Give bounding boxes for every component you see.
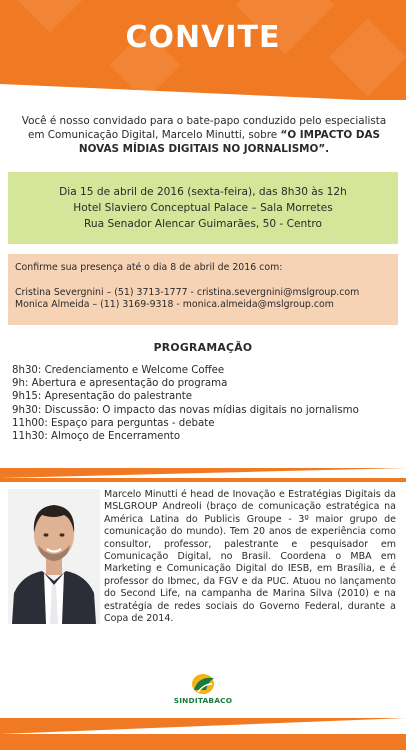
sinditabaco-logo — [168, 672, 238, 708]
speaker-portrait-icon — [8, 489, 100, 624]
event-details-box — [8, 172, 398, 244]
divider-diagonal — [0, 468, 406, 478]
header-banner — [0, 0, 406, 100]
page-title: CONVITE — [125, 20, 281, 55]
header-diagonal — [0, 84, 406, 100]
rsvp-contact-2: Monica Almeida – (11) 3169-9318 - monica.almeida@mslgroup.com — [15, 299, 334, 310]
program-item: 11h00: Espaço para perguntas - debate — [12, 417, 215, 429]
event-venue: Hotel Slaviero Conceptual Palace – Sala Morretes — [73, 202, 333, 214]
program-item: 9h30: Discussão: O impacto das novas mídias digitais no jornalismo — [12, 404, 359, 416]
event-date: Dia 15 de abril de 2016 (sexta-feira), das 8h30 às 12h — [59, 186, 347, 198]
program-title: PROGRAMAÇÃO — [153, 341, 253, 354]
speaker-photo — [8, 489, 100, 624]
program-item: 8h30: Credenciamento e Welcome Coffee — [12, 365, 225, 376]
rsvp-contact-1: Cristina Severgnini – (51) 3713-1777 - cristina.severgnini@mslgroup.com — [15, 286, 360, 298]
program-item: 9h: Abertura e apresentação do programa — [12, 378, 228, 390]
intro-paragraph — [14, 114, 394, 156]
event-address: Rua Senador Alencar Guimarães, 50 - Centro — [83, 218, 323, 230]
intro-quote: “O IMPACTO DAS NOVAS MÍDIAS DIGITAIS NO JORNALISMO”. — [78, 129, 381, 155]
program-item: 9h15: Apresentação do palestrante — [12, 391, 193, 403]
leaf-logo-icon — [168, 672, 238, 696]
logo-text: SINDITABACO — [173, 696, 233, 705]
speaker-bio: Marcelo Minutti é head de Inovação e Estratégias Digitais da MSLGROUP Andreoli (braço de comunicação estratégica na América Latina do Publicis Groupe - 3º maior grupo de comunicação do mundo). Tem 20 anos de experiência como consultor, professor, palestrante e pesquisador em Comunicação Digital, no Brasil. Coordena o MBA em Marketing e Comunicação Digital do IESB, em Brasília, e é professor do Ibmec, da FGV e da PUC. Atuou no lançamento do Second Life, na campanha de Marina Silva (2010) e na estratégia de redes sociais do Governo Federal, durante a Copa de 2014. — [104, 489, 396, 625]
rsvp-heading: Confirme sua presença até o dia 8 de abril de 2016 com: — [15, 262, 283, 273]
footer-diagonal — [0, 718, 406, 734]
intro-text: Você é nosso convidado para o bate-papo conduzido pelo especialista em Comunicação Digital, Marcelo Minutti, sobre — [21, 115, 387, 141]
rsvp-box — [8, 254, 398, 325]
program-list — [12, 364, 402, 443]
program-item: 11h30: Almoço de Encerramento — [12, 431, 181, 443]
